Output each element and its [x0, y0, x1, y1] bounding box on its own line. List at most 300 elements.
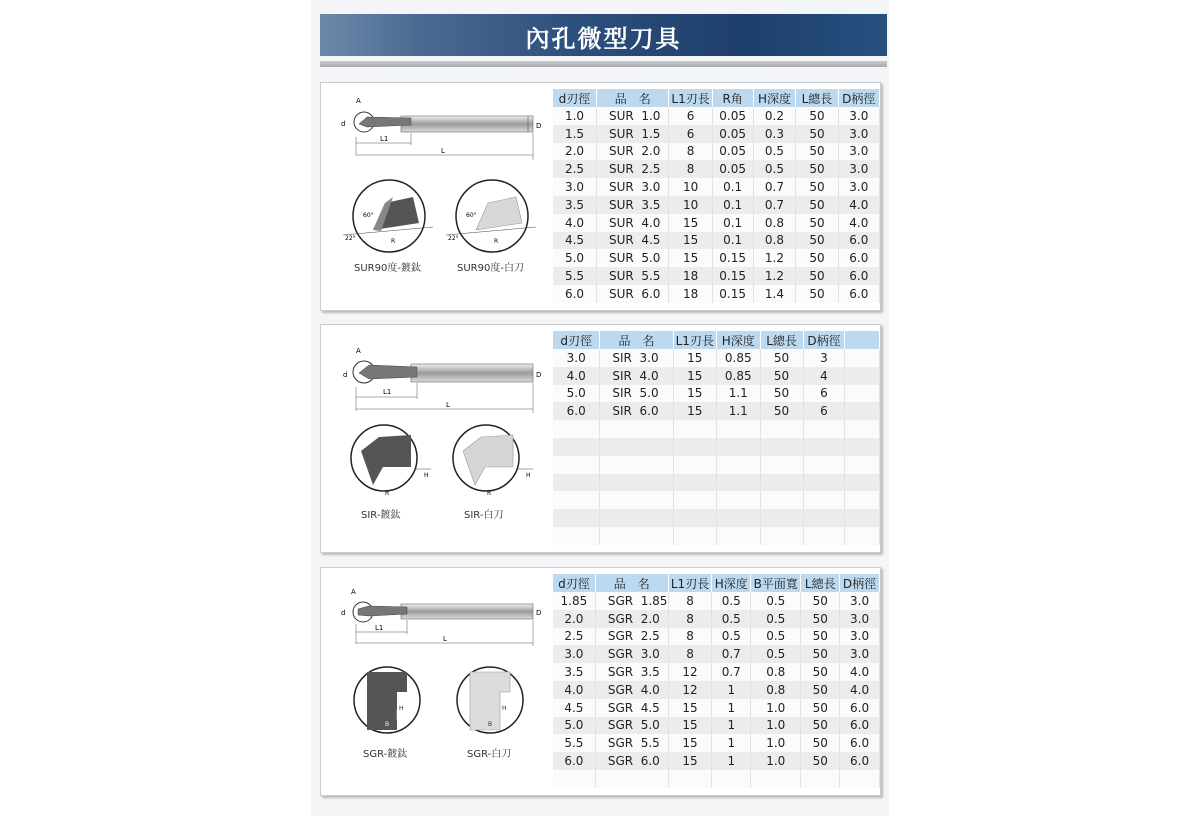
table-cell: 50 — [801, 592, 840, 610]
table-cell: 1 — [712, 734, 751, 752]
table-cell: 0.7 — [753, 178, 796, 196]
table-cell: 4.0 — [553, 681, 595, 699]
table-cell: 50 — [801, 610, 840, 628]
table-cell: 0.5 — [751, 610, 801, 628]
table-cell: 50 — [796, 196, 838, 214]
table-row — [553, 509, 880, 527]
table-cell: 0.8 — [751, 663, 801, 681]
table-cell: 8 — [668, 592, 712, 610]
table-cell: 2.0 — [553, 610, 595, 628]
col-header — [845, 331, 880, 349]
table-cell: 0.05 — [712, 160, 753, 178]
table-cell: 50 — [796, 178, 838, 196]
col-header: 品 名 — [596, 89, 668, 107]
table-cell: 0.05 — [712, 143, 753, 161]
table-cell: 15 — [673, 349, 717, 367]
table-cell — [673, 527, 717, 545]
table-cell: 2.5 — [553, 628, 595, 646]
table-cell: 15 — [668, 717, 712, 735]
table-cell: 5.0 — [553, 717, 595, 735]
label-22-b: 22° — [448, 235, 459, 242]
table-row — [553, 420, 880, 438]
table-cell: 1.0 — [751, 752, 801, 770]
table-row — [553, 474, 880, 492]
table-cell: 3.0 — [840, 610, 880, 628]
table-cell: SGR 6.0 — [595, 752, 668, 770]
table-cell: 3.0 — [840, 628, 880, 646]
table-cell: 15 — [673, 402, 717, 420]
table-cell: 1 — [712, 681, 751, 699]
table-cell — [845, 527, 880, 545]
table-cell: 8 — [669, 143, 712, 161]
caption-uncoated: SIR-白刀 — [464, 510, 504, 521]
table-cell — [760, 420, 803, 438]
table-cell — [751, 770, 801, 788]
table-row — [553, 663, 880, 681]
title-banner — [320, 14, 887, 56]
label-60-b: 60° — [466, 212, 477, 219]
table-cell: 3.0 — [838, 160, 879, 178]
table-cell: 0.7 — [712, 663, 751, 681]
table-cell: SGR 2.0 — [595, 610, 668, 628]
table-cell: 50 — [760, 367, 803, 385]
table-cell: 50 — [796, 267, 838, 285]
col-header: D柄徑 — [838, 89, 879, 107]
table-cell: SIR 3.0 — [600, 349, 673, 367]
table-cell — [803, 527, 845, 545]
caption-uncoated: SGR-白刀 — [467, 749, 512, 760]
table-cell: 4.0 — [838, 214, 879, 232]
table-cell — [803, 491, 845, 509]
table-cell: 15 — [668, 752, 712, 770]
table-cell — [803, 474, 845, 492]
table-cell: 3.0 — [838, 178, 879, 196]
table-header-row — [553, 89, 880, 107]
table-cell: 1.2 — [753, 267, 796, 285]
table-cell: 1.85 — [553, 592, 595, 610]
table-cell: 0.7 — [753, 196, 796, 214]
table-cell: 50 — [796, 107, 838, 125]
table-cell — [553, 456, 600, 474]
table-cell: 4.0 — [838, 196, 879, 214]
table-header-row — [553, 574, 880, 592]
table-cell: 8 — [668, 610, 712, 628]
table-cell — [553, 438, 600, 456]
caption-uncoated: SUR90度-白刀 — [457, 263, 524, 274]
table-cell — [712, 770, 751, 788]
table-cell: SUR 6.0 — [596, 285, 668, 303]
table-cell: 3.0 — [840, 645, 880, 663]
sir-table-body — [553, 349, 880, 545]
table-cell: 50 — [760, 402, 803, 420]
table-cell: SGR 3.5 — [595, 663, 668, 681]
sur-section — [320, 82, 881, 311]
table-cell — [600, 509, 673, 527]
table-cell: 5.0 — [553, 385, 600, 403]
table-row — [553, 592, 880, 610]
col-header: R角 — [712, 89, 753, 107]
table-cell: 10 — [669, 178, 712, 196]
table-cell: 50 — [760, 385, 803, 403]
table-cell: 4.5 — [553, 699, 595, 717]
table-cell: 6.0 — [840, 734, 880, 752]
label-d: d — [343, 371, 348, 379]
table-cell: 8 — [668, 628, 712, 646]
table-cell: SIR 4.0 — [600, 367, 673, 385]
col-header: H深度 — [717, 331, 760, 349]
table-cell: SGR 5.5 — [595, 734, 668, 752]
table-cell — [840, 770, 880, 788]
table-cell: 1.0 — [751, 699, 801, 717]
table-cell: 0.3 — [753, 125, 796, 143]
table-cell: 50 — [801, 699, 840, 717]
table-cell — [845, 509, 880, 527]
table-cell: 0.5 — [712, 610, 751, 628]
table-cell: 6.0 — [838, 232, 879, 250]
caption-coated: SUR90度-鍍鈦 — [354, 263, 421, 274]
table-cell: 6 — [669, 107, 712, 125]
table-cell — [803, 420, 845, 438]
table-cell: 0.05 — [712, 125, 753, 143]
table-cell: 0.5 — [751, 645, 801, 663]
col-header: d刃徑 — [553, 331, 600, 349]
table-cell: 0.5 — [751, 592, 801, 610]
col-header: L1刃長 — [669, 89, 712, 107]
table-cell: 15 — [669, 232, 712, 250]
table-cell: 4.0 — [553, 367, 600, 385]
table-cell: 15 — [673, 367, 717, 385]
table-cell: 6 — [803, 402, 845, 420]
table-row — [553, 385, 880, 403]
label-22: 22° — [345, 235, 356, 242]
label-B: B — [385, 721, 390, 728]
table-row — [553, 143, 880, 161]
table-cell — [673, 509, 717, 527]
table-cell: 1.5 — [553, 125, 596, 143]
col-header: L總長 — [801, 574, 840, 592]
table-cell: 2.0 — [553, 143, 596, 161]
table-cell: 50 — [801, 681, 840, 699]
table-cell — [845, 474, 880, 492]
table-cell: 1.1 — [717, 402, 760, 420]
label-H: H — [399, 705, 404, 712]
table-cell: 50 — [801, 663, 840, 681]
table-cell — [845, 385, 880, 403]
table-row — [553, 196, 880, 214]
table-cell: 0.05 — [712, 107, 753, 125]
table-cell: 15 — [668, 699, 712, 717]
table-cell: 1.0 — [751, 717, 801, 735]
col-header: L1刃長 — [673, 331, 717, 349]
table-row — [553, 160, 880, 178]
sir-drawing — [323, 327, 548, 550]
table-cell: SIR 6.0 — [600, 402, 673, 420]
table-row — [553, 125, 880, 143]
table-cell — [600, 474, 673, 492]
table-cell: 0.85 — [717, 367, 760, 385]
table-row — [553, 645, 880, 663]
table-cell: SUR 1.0 — [596, 107, 668, 125]
table-row — [553, 267, 880, 285]
table-cell: 0.1 — [712, 178, 753, 196]
table-cell: 0.1 — [712, 214, 753, 232]
table-cell — [600, 456, 673, 474]
sgr-table-body — [553, 592, 880, 788]
table-cell: SGR 1.85 — [595, 592, 668, 610]
table-cell: 0.5 — [753, 160, 796, 178]
table-row — [553, 610, 880, 628]
table-row — [553, 456, 880, 474]
table-cell: 15 — [668, 734, 712, 752]
table-cell — [760, 456, 803, 474]
table-cell: 4.0 — [840, 681, 880, 699]
table-cell — [717, 527, 760, 545]
table-cell — [717, 420, 760, 438]
table-cell: 1.4 — [753, 285, 796, 303]
table-cell — [553, 491, 600, 509]
table-cell: SUR 2.5 — [596, 160, 668, 178]
table-cell — [760, 474, 803, 492]
table-cell: SUR 2.0 — [596, 143, 668, 161]
col-header: L總長 — [760, 331, 803, 349]
label-R-b: R — [494, 238, 499, 245]
table-cell — [717, 438, 760, 456]
label-D: D — [536, 122, 542, 130]
table-cell: 50 — [801, 752, 840, 770]
table-cell: SGR 4.0 — [595, 681, 668, 699]
label-L1: L1 — [383, 388, 392, 396]
table-cell — [553, 474, 600, 492]
table-cell: 1.1 — [717, 385, 760, 403]
table-cell: 50 — [796, 214, 838, 232]
table-cell: 4.5 — [553, 232, 596, 250]
label-60: 60° — [363, 212, 374, 219]
col-header: L1刃長 — [668, 574, 712, 592]
table-row — [553, 107, 880, 125]
col-header: d刃徑 — [553, 574, 595, 592]
table-cell — [673, 456, 717, 474]
table-cell: 1 — [712, 699, 751, 717]
table-cell: 6.0 — [840, 699, 880, 717]
table-cell — [803, 456, 845, 474]
table-cell: 3.0 — [840, 592, 880, 610]
col-header: B平面寬 — [751, 574, 801, 592]
table-cell: 0.15 — [712, 267, 753, 285]
table-row — [553, 438, 880, 456]
table-cell: 8 — [669, 160, 712, 178]
table-cell — [673, 438, 717, 456]
table-cell: 18 — [669, 267, 712, 285]
table-cell: SUR 3.0 — [596, 178, 668, 196]
table-cell: 5.5 — [553, 734, 595, 752]
caption-coated: SIR-鍍鈦 — [361, 510, 401, 521]
page-title: 內孔微型刀具 — [525, 25, 682, 53]
table-cell: 18 — [669, 285, 712, 303]
table-cell: 50 — [796, 160, 838, 178]
label-H-b: H — [502, 705, 507, 712]
table-row — [553, 285, 880, 303]
sgr-drawing — [323, 570, 548, 793]
table-cell — [673, 420, 717, 438]
table-cell: 6.0 — [840, 717, 880, 735]
label-a: A — [356, 97, 361, 105]
label-L: L — [441, 147, 445, 155]
table-cell — [600, 491, 673, 509]
col-header: d刃徑 — [553, 89, 596, 107]
table-cell: SUR 4.0 — [596, 214, 668, 232]
table-cell: 0.8 — [753, 214, 796, 232]
table-cell: 0.1 — [712, 196, 753, 214]
table-cell: SUR 1.5 — [596, 125, 668, 143]
sir-spec-table — [553, 331, 880, 545]
table-cell: 6.0 — [553, 752, 595, 770]
table-cell: 6.0 — [553, 285, 596, 303]
table-cell — [801, 770, 840, 788]
label-L1: L1 — [380, 135, 389, 143]
label-L: L — [446, 401, 450, 409]
table-cell — [595, 770, 668, 788]
table-row — [553, 232, 880, 250]
table-cell — [553, 527, 600, 545]
col-header: D柄徑 — [803, 331, 845, 349]
table-cell: 1 — [712, 717, 751, 735]
table-row — [553, 628, 880, 646]
table-cell — [845, 402, 880, 420]
sgr-section — [320, 567, 881, 796]
table-cell — [803, 509, 845, 527]
label-L1: L1 — [375, 624, 384, 632]
label-d: d — [341, 609, 346, 617]
table-cell: 5.5 — [553, 267, 596, 285]
table-cell: 0.5 — [753, 143, 796, 161]
sur-drawing — [323, 85, 548, 308]
table-cell: 12 — [668, 663, 712, 681]
col-header: D柄徑 — [840, 574, 880, 592]
table-cell — [717, 474, 760, 492]
table-cell: 8 — [668, 645, 712, 663]
table-cell: 50 — [796, 249, 838, 267]
table-cell: 3.5 — [553, 196, 596, 214]
table-cell: 50 — [796, 285, 838, 303]
table-row — [553, 699, 880, 717]
table-cell: SUR 5.0 — [596, 249, 668, 267]
table-cell: 3.0 — [838, 143, 879, 161]
col-header: H深度 — [712, 574, 751, 592]
label-R-b: R — [487, 490, 492, 497]
table-cell: 50 — [801, 645, 840, 663]
table-header-row — [553, 331, 880, 349]
table-cell — [553, 770, 595, 788]
table-cell: SGR 4.5 — [595, 699, 668, 717]
table-cell: 50 — [801, 628, 840, 646]
table-cell: 4 — [803, 367, 845, 385]
label-D: D — [536, 609, 542, 617]
table-cell — [553, 420, 600, 438]
label-d: d — [341, 120, 346, 128]
col-header: 品 名 — [595, 574, 668, 592]
table-cell: SGR 3.0 — [595, 645, 668, 663]
table-cell: 6.0 — [838, 267, 879, 285]
table-cell — [803, 438, 845, 456]
table-cell: 3 — [803, 349, 845, 367]
table-cell — [760, 527, 803, 545]
table-cell: 6.0 — [838, 285, 879, 303]
table-cell — [845, 420, 880, 438]
table-cell: 6.0 — [838, 249, 879, 267]
table-cell: 15 — [673, 385, 717, 403]
table-cell: 6 — [803, 385, 845, 403]
table-cell — [845, 456, 880, 474]
table-cell: 6.0 — [840, 752, 880, 770]
label-R: R — [385, 490, 390, 497]
sir-section — [320, 324, 881, 553]
table-cell — [845, 438, 880, 456]
table-cell: 50 — [796, 232, 838, 250]
table-row — [553, 681, 880, 699]
table-cell: 0.7 — [712, 645, 751, 663]
table-cell: 0.15 — [712, 249, 753, 267]
table-cell: 12 — [668, 681, 712, 699]
table-cell — [553, 509, 600, 527]
table-cell: 1.2 — [753, 249, 796, 267]
table-row — [553, 178, 880, 196]
table-cell: SUR 5.5 — [596, 267, 668, 285]
table-cell: 5.0 — [553, 249, 596, 267]
table-cell: 6.0 — [553, 402, 600, 420]
table-cell: 0.5 — [712, 592, 751, 610]
table-cell: 3.0 — [838, 107, 879, 125]
label-a: A — [356, 347, 361, 355]
table-cell: 3.0 — [838, 125, 879, 143]
table-cell: SUR 4.5 — [596, 232, 668, 250]
table-row — [553, 734, 880, 752]
table-cell — [673, 491, 717, 509]
table-cell: 1.0 — [553, 107, 596, 125]
table-cell: SIR 5.0 — [600, 385, 673, 403]
table-cell — [760, 491, 803, 509]
col-header: 品 名 — [600, 331, 673, 349]
table-cell: 3.0 — [553, 645, 595, 663]
table-cell — [717, 509, 760, 527]
sgr-spec-table — [553, 574, 880, 788]
table-cell: 2.5 — [553, 160, 596, 178]
label-D: D — [536, 371, 542, 379]
table-cell: SGR 2.5 — [595, 628, 668, 646]
table-cell: 4.0 — [553, 214, 596, 232]
sur-table-body — [553, 107, 880, 303]
table-cell: 4.0 — [840, 663, 880, 681]
label-B-b: B — [488, 721, 493, 728]
table-cell: 50 — [796, 125, 838, 143]
table-cell — [600, 438, 673, 456]
table-cell — [845, 491, 880, 509]
table-cell: 1 — [712, 752, 751, 770]
table-cell: 50 — [760, 349, 803, 367]
table-cell — [760, 438, 803, 456]
table-cell — [717, 456, 760, 474]
caption-coated: SGR-鍍鈦 — [363, 749, 408, 760]
col-header: L總長 — [796, 89, 838, 107]
table-cell: 0.15 — [712, 285, 753, 303]
table-row — [553, 491, 880, 509]
label-a: A — [351, 588, 356, 596]
col-header: H深度 — [753, 89, 796, 107]
table-cell: 0.1 — [712, 232, 753, 250]
label-H-b: H — [526, 472, 531, 479]
table-cell: SUR 3.5 — [596, 196, 668, 214]
label-H: H — [424, 472, 429, 479]
table-row — [553, 214, 880, 232]
